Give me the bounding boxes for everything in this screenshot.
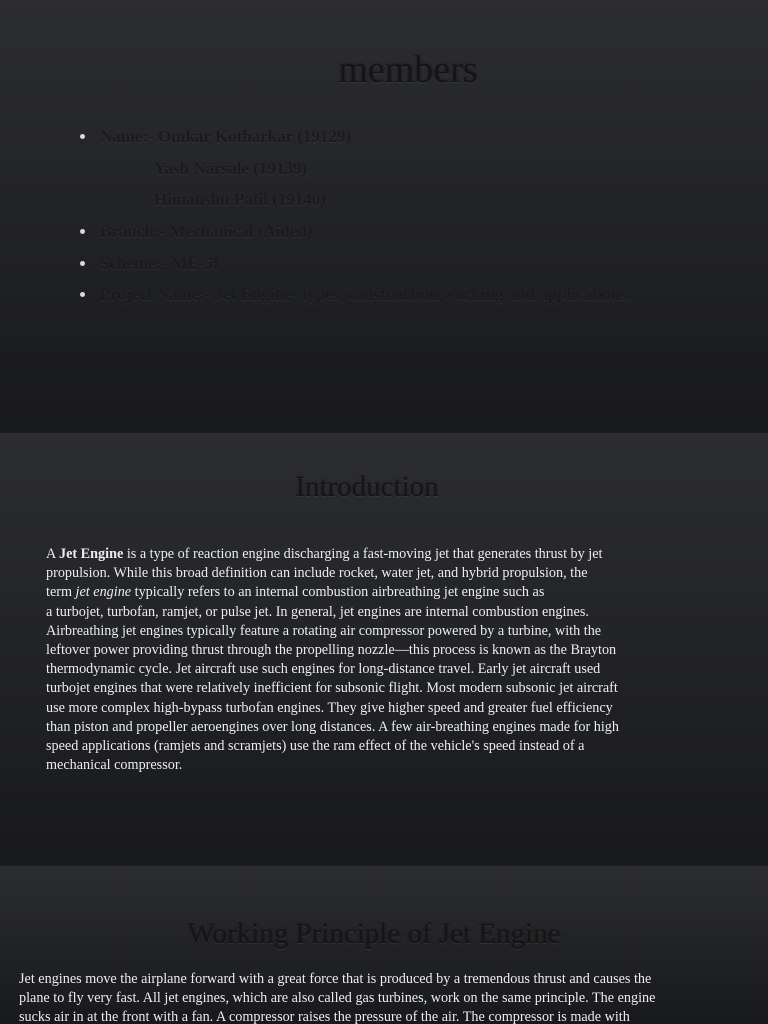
text-line: leftover power providing thrust through the propelling nozzle—this process is known as the Brayton bbox=[46, 642, 617, 659]
member-item: Yash Narsale (19139) bbox=[154, 158, 307, 178]
text-line: propulsion. While this broad definition can include rocket, water jet, and hybrid propulsion, the bbox=[46, 565, 588, 582]
member-item: Name:- Omkar Kotharkar (19129) bbox=[80, 124, 631, 156]
slide-members bbox=[0, 0, 768, 432]
text-line: mechanical compressor. bbox=[46, 757, 183, 774]
text-line: Jet engines move the airplane forward with a great force that is produced by a tremendous thrust and causes the bbox=[19, 971, 652, 987]
text-line: A Jet Engine is a type of reaction engine discharging a fast-moving jet that generates thrust by jet bbox=[46, 546, 603, 562]
slide-working-principle bbox=[0, 866, 768, 1024]
working-principle-paragraph bbox=[19, 970, 754, 1024]
text-line: speed applications (ramjets and scramjets) use the ram effect of the vehicle's speed instead of a bbox=[46, 738, 585, 755]
bullet-icon bbox=[80, 229, 85, 234]
text-line: use more complex high-bypass turbofan engines. They give higher speed and greater fuel efficiency bbox=[46, 699, 613, 716]
bullet-icon bbox=[80, 292, 85, 297]
slide-title-members: members bbox=[338, 49, 478, 91]
text-line: plane to fly very fast. All jet engines, which are also called gas turbines, work on the same principle. The engine bbox=[19, 990, 656, 1007]
text-line: thermodynamic cycle. Jet aircraft use such engines for long-distance travel. Early jet aircraft used bbox=[46, 661, 601, 678]
slide-title-working-principle: Working Principle of Jet Engine bbox=[187, 918, 561, 950]
branch-item: Branch:- Mechanical (Aided) bbox=[80, 219, 631, 251]
introduction-paragraph bbox=[46, 545, 726, 775]
project-name-item: Project Name:- Jet Engine- types, construction working and applications. bbox=[80, 282, 631, 314]
bullet-icon bbox=[80, 134, 85, 139]
text-line: turbojet engines that were relatively inefficient for subsonic flight. Most modern subsonic jet aircraft bbox=[46, 680, 618, 697]
scheme-item: Scheme:- ME-5I bbox=[80, 251, 631, 283]
jet-engine-italic: jet engine bbox=[75, 584, 132, 601]
text-line: term jet engine typically refers to an internal combustion airbreathing jet engine such as bbox=[46, 584, 545, 601]
slide-title-introduction: Introduction bbox=[295, 471, 439, 503]
member-item: Himanshu Patil (19140) bbox=[154, 190, 326, 210]
bullet-icon bbox=[80, 261, 85, 266]
jet-engine-term: Jet Engine bbox=[59, 546, 124, 562]
text-line: sucks air in at the front with a fan. A compressor raises the pressure of the air. The compressor is made with bbox=[19, 1009, 630, 1024]
text-line: than piston and propeller aeroengines over long distances. A few air-breathing engines made for high bbox=[46, 718, 619, 735]
slide-introduction bbox=[0, 433, 768, 865]
text-line: Airbreathing jet engines typically feature a rotating air compressor powered by a turbine, with the bbox=[46, 622, 602, 639]
text-line: a turbojet, turbofan, ramjet, or pulse jet. In general, jet engines are internal combustion engines. bbox=[46, 603, 589, 620]
members-list bbox=[80, 124, 631, 314]
